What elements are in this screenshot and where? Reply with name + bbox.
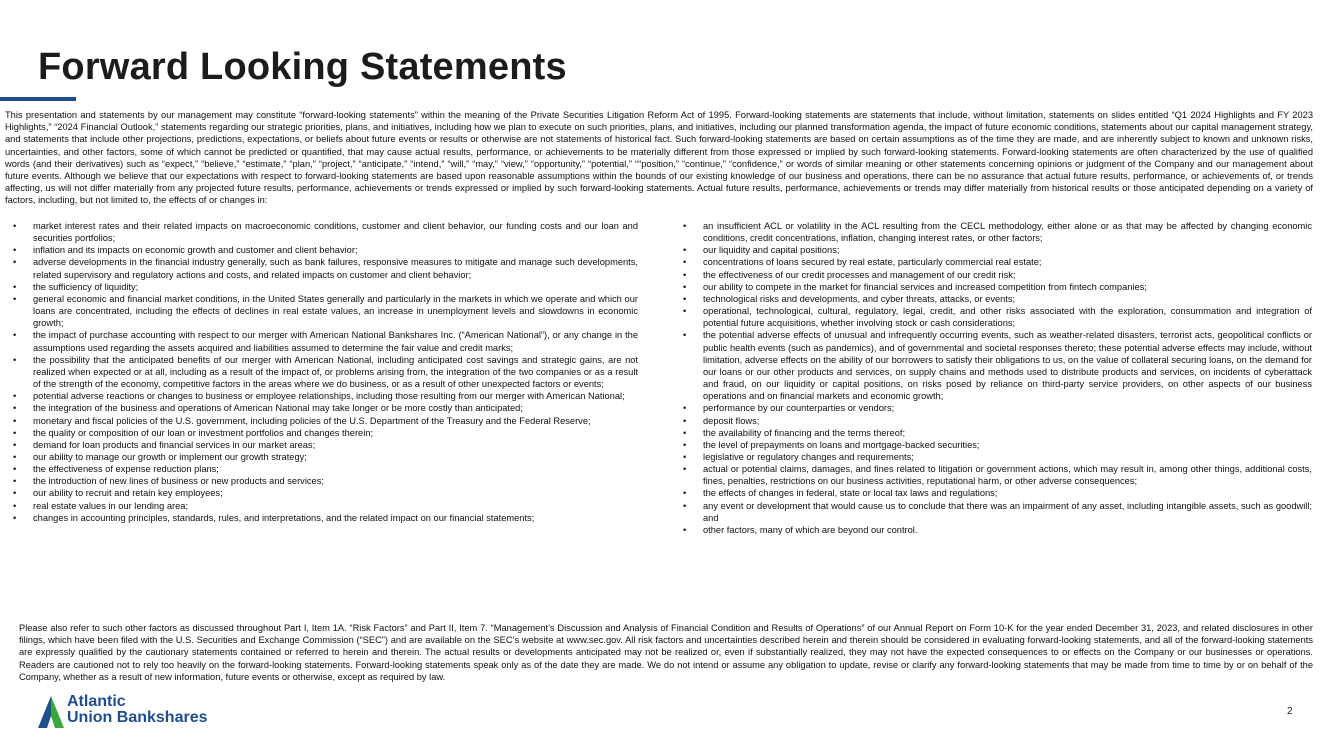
list-item: • the sufficiency of liquidity; xyxy=(6,281,638,293)
list-item: • potential adverse reactions or changes to business or employee relationships, including those resulting from our merger with American National; xyxy=(6,390,638,402)
list-item: • the availability of financing and the terms thereof; xyxy=(676,427,1312,439)
list-item: • adverse developments in the financial industry generally, such as bank failures, responsive measures to mitigate and manage such developments, related supervisory and regulatory actions and costs, and related impacts on customer and client behavior; xyxy=(6,256,638,280)
page-number: 2 xyxy=(1287,706,1293,717)
page-title: Forward Looking Statements xyxy=(38,46,567,88)
list-item: • deposit flows; xyxy=(676,415,1312,427)
list-item: • our ability to manage our growth or implement our growth strategy; xyxy=(6,451,638,463)
list-item: • monetary and fiscal policies of the U.S. government, including policies of the U.S. Department of the Treasury and the Federal Reserve; xyxy=(6,415,638,427)
list-item: • the effects of changes in federal, state or local tax laws and regulations; xyxy=(676,487,1312,499)
list-item: • other factors, many of which are beyond our control. xyxy=(676,524,1312,536)
risk-factors-list-left xyxy=(6,220,638,524)
list-item: • technological risks and developments, and cyber threats, attacks, or events; xyxy=(676,293,1312,305)
list-item: • performance by our counterparties or vendors; xyxy=(676,402,1312,414)
logo-line-1: Atlantic xyxy=(67,693,126,710)
list-item: • the introduction of new lines of business or new products and services; xyxy=(6,475,638,487)
logo-line-2: Union Bankshares xyxy=(67,709,208,726)
list-item: • real estate values in our lending area; xyxy=(6,500,638,512)
list-item: • the possibility that the anticipated benefits of our merger with American National, including anticipated cost savings and strategic gains, are not realized when expected or at all, including as a result of the impact of, or problems arising from, the integration of the two companies or as a result of the strength of the economy, competitive factors in the areas where we do business, or as a result of other unexpected factors or events; xyxy=(6,354,638,390)
atlantic-union-logo-icon xyxy=(38,696,64,728)
list-item: • concentrations of loans secured by real estate, particularly commercial real estate; xyxy=(676,256,1312,268)
list-item: • our liquidity and capital positions; xyxy=(676,244,1312,256)
list-item: • actual or potential claims, damages, and fines related to litigation or government actions, which may result in, among other things, additional costs, fines, penalties, restrictions on our business activities, reputational harm, or other adverse consequences; xyxy=(676,463,1312,487)
intro-paragraph: This presentation and statements by our management may constitute “forward-looking statements” within the meaning of the Private Securities Litigation Reform Act of 1995. Forward-looking statements are statements that include, without limitation, statements on slides entitled “Q1 2024 Highlights and FY 2023 Highlights,” “2024 Financial Outlook,” statements regarding our strategic priorities, plans, and initiatives, including how we plan to execute on such priorities, plans, and initiatives, including our planned transformation agenda, the impact of future economic conditions, statements about our capital management strategy, and statements that include other projections, predictions, expectations, or beliefs about future events or results or otherwise are not statements of historical fact. Such forward-looking statements are based on certain assumptions as of the time they are made, and are inherently subject to known and unknown risks, uncertainties, and other factors, some of which cannot be predicted or quantified, that may cause actual results, performance, or achievements to be materially different from those expressed or implied by such forward-looking statements. Forward-looking statements are often characterized by the use of qualified words (and their derivatives) such as “expect,” “believe,” “estimate,” “plan,” “project,” “anticipate,” “intend,” “will,” “may,” “view,” “opportunity,” “potential,” ““position,” “continue,” “confidence,” or words of similar meaning or other statements concerning opinions or judgment of the Company and our management about future events. Although we believe that our expectations with respect to forward-looking statements are based upon reasonable assumptions within the bounds of our existing knowledge of our business and operations, there can be no assurance that actual future results, performance, or achievements of, or trends affecting, us will not differ materially from any projected future results, performance, achievements or trends expressed or implied by such forward-looking statements. Actual future results, performance, achievements or trends may differ materially from historical results or those anticipated depending on a variety of factors, including, but not limited to, the effects of or changes in: xyxy=(5,110,1313,206)
list-item: • legislative or regulatory changes and requirements; xyxy=(676,451,1312,463)
list-item: • any event or development that would cause us to conclude that there was an impairment of any asset, including intangible assets, such as goodwill; and xyxy=(676,500,1312,524)
list-item: • the potential adverse effects of unusual and infrequently occurring events, such as weather-related disasters, terrorist acts, geopolitical conflicts or public health events (such as pandemics), and of governmental and societal responses thereto; these potential adverse effects may include, without limitation, adverse effects on the ability of our borrowers to satisfy their obligations to us, on the value of collateral securing loans, on the demand for our loans or our other products and services, on supply chains and methods used to distribute products and services, on incidents of cyberattack and fraud, on our liquidity or capital positions, on risks posed by reliance on third-party service providers, on other aspects of our business operations and on financial markets and economic growth; xyxy=(676,329,1312,402)
list-item: • general economic and financial market conditions, in the United States generally and particularly in the markets in which we operate and which our loans are concentrated, including the effects of declines in real estate values, an increase in unemployment levels and slowdowns in economic growth; xyxy=(6,293,638,329)
closing-paragraph: Please also refer to such other factors as discussed throughout Part I, Item 1A. “Risk Factors” and Part II, Item 7. “Management’s Discussion and Analysis of Financial Condition and Results of Operations” of our Annual Report on Form 10-K for the year ended December 31, 2023, and related disclosures in other filings, which have been filed with the U.S. Securities and Exchange Commission (“SEC”) and are available on the SEC’s website at www.sec.gov. All risk factors and uncertainties described herein and therein should be considered in evaluating forward-looking statements, and all of the forward-looking statements are expressly qualified by the cautionary statements contained or referred to herein and therein. The actual results or developments anticipated may not be realized or, even if substantially realized, they may not have the expected consequences to or effects on the Company or our businesses or operations. Readers are cautioned not to rely too heavily on the forward-looking statements. Forward-looking statements speak only as of the date they are made. We do not intend or assume any obligation to update, revise or clarify any forward-looking statements that may be made from time to time by or on behalf of the Company, whether as a result of new information, future events or otherwise, except as required by law. xyxy=(19,623,1313,682)
list-item: • operational, technological, cultural, regulatory, legal, credit, and other risks associated with the exploration, consummation and integration of potential future acquisitions, whether involving stock or cash considerations; xyxy=(676,305,1312,329)
list-item: • inflation and its impacts on economic growth and customer and client behavior; xyxy=(6,244,638,256)
company-logo xyxy=(38,694,268,730)
list-item: • changes in accounting principles, standards, rules, and interpretations, and the related impact on our financial statements; xyxy=(6,512,638,524)
title-underline-rule xyxy=(0,97,76,101)
list-item: • our ability to recruit and retain key employees; xyxy=(6,487,638,499)
list-item: • the quality or composition of our loan or investment portfolios and changes therein; xyxy=(6,427,638,439)
list-item: • the level of prepayments on loans and mortgage-backed securities; xyxy=(676,439,1312,451)
list-item: • the integration of the business and operations of American National may take longer or be more costly than anticipated; xyxy=(6,402,638,414)
list-item: • an insufficient ACL or volatility in the ACL resulting from the CECL methodology, either alone or as that may be affected by changing economic conditions, credit concentrations, inflation, changing interest rates, or other factors; xyxy=(676,220,1312,244)
list-item: • the effectiveness of our credit processes and management of our credit risk; xyxy=(676,269,1312,281)
list-item: • demand for loan products and financial services in our market areas; xyxy=(6,439,638,451)
list-item: • the impact of purchase accounting with respect to our merger with American National Bankshares Inc. (“American National”), or any change in the assumptions used regarding the assets acquired and liabilities assumed to determine the fair value and credit marks; xyxy=(6,329,638,353)
logo-wordmark xyxy=(67,694,207,726)
list-item: • the effectiveness of expense reduction plans; xyxy=(6,463,638,475)
list-item: • our ability to compete in the market for financial services and increased competition from fintech companies; xyxy=(676,281,1312,293)
risk-factors-list-right xyxy=(676,220,1312,536)
list-item: • market interest rates and their related impacts on macroeconomic conditions, customer and client behavior, our funding costs and our loan and securities portfolios; xyxy=(6,220,638,244)
